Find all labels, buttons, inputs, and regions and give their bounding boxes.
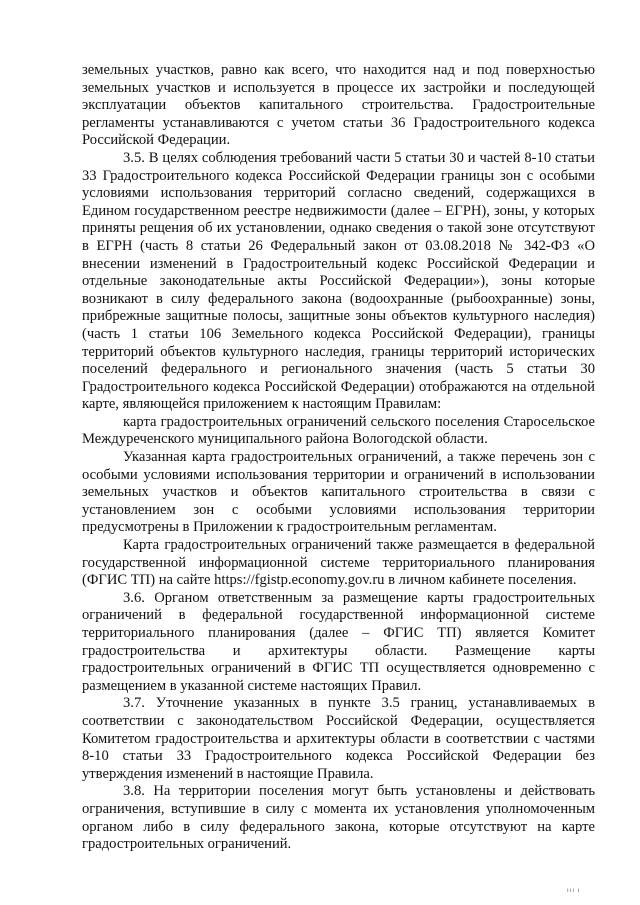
document-body (82, 62, 595, 854)
paragraph-3-7: 3.7. Уточнение указанных в пункте 3.5 границ, устанавливаемых в соответствии с законодательством Российской Федерации, осуществляется Комитетом градостроительства и архитектуры области в соответствии с частями 8-10 статьи 33 Градостроительного кодекса Российской Федерации без утверждения изменений в настоящие Правила. (82, 695, 595, 782)
paragraph-continuation: земельных участков, равно как всего, что находится над и под поверхностью земельных участков и используется в процессе их застройки и последующей эксплуатации объектов капитального строительства. Градостроительные регламенты устанавливаются с учетом статьи 36 Градостроительного кодекса Российской Федерации. (82, 62, 595, 149)
paragraph-map-description: Указанная карта градостроительных ограничений, а также перечень зон с особыми условиями использования территории и ограничений в использовании земельных участков и объектов капитального строительства в связи с установлением зон с особыми условиями использования территории предусмотрены в Приложении к градостроительным регламентам. (82, 449, 595, 536)
paragraph-3-5: 3.5. В целях соблюдения требований части 5 статьи 30 и частей 8-10 статьи 33 Градостроительного кодекса Российской Федерации границы зон с особыми условиями использования территорий согласно сведений, содержащихся в Едином государственном реестре недвижимости (далее – ЕГРН), зоны, у которых приняты рещения об их установлении, однако сведения о такой зоне отсутствуют в ЕГРН (часть 8 статьи 26 Федеральный закон от 03.08.2018 № 342-ФЗ «О внесении изменений в Градостроительный кодекс Российской Федерации и отдельные законодательные акты Российской Федерации»), зоны которые возникают в силу федерального закона (водоохранные (рыбоохранные) зоны, прибрежные защитные полосы, защитные зоны объектов культурного наследия) (часть 1 статьи 106 Земельного кодекса Российской Федерации), границы территорий объектов культурного наследия, границы территорий исторических поселений федерального и регионального значения (часть 5 статьи 30 Градостроительного кодекса Российской Федерации) отображаются на отдельной карте, являющейся приложением к настоящим Правилам: (82, 149, 595, 413)
paragraph-map-placement: Карта градостроительных ограничений также размещается в федеральной государственной информационной системе территориального планирования (ФГИС ТП) на сайте https://fgistp.economy.gov.ru в личном кабинете поселения. (82, 537, 595, 589)
paragraph-3-8: 3.8. На территории поселения могут быть установлены и действовать ограничения, вступившие в силу с момента их установления уполномоченным органом либо в силу федерального закона, которые отсутствуют на карте градостроительных ограничений. (82, 783, 595, 853)
paragraph-map-name: карта градостроительных ограничений сельского поселения Старосельское Междуреченского муниципального района Вологодской области. (82, 413, 595, 448)
paragraph-3-6: 3.6. Органом ответственным за размещение карты градостроительных ограничений в федеральной государственной информационной системе территориального планирования (далее – ФГИС ТП) является Комитет градостроительства и архитектуры области. Размещение карты градостроительных ограничений в ФГИС ТП осуществляется одновременно с размещением в указанной системе настоящих Правил. (82, 589, 595, 694)
page-footer-mark: ııı ı (567, 888, 581, 894)
